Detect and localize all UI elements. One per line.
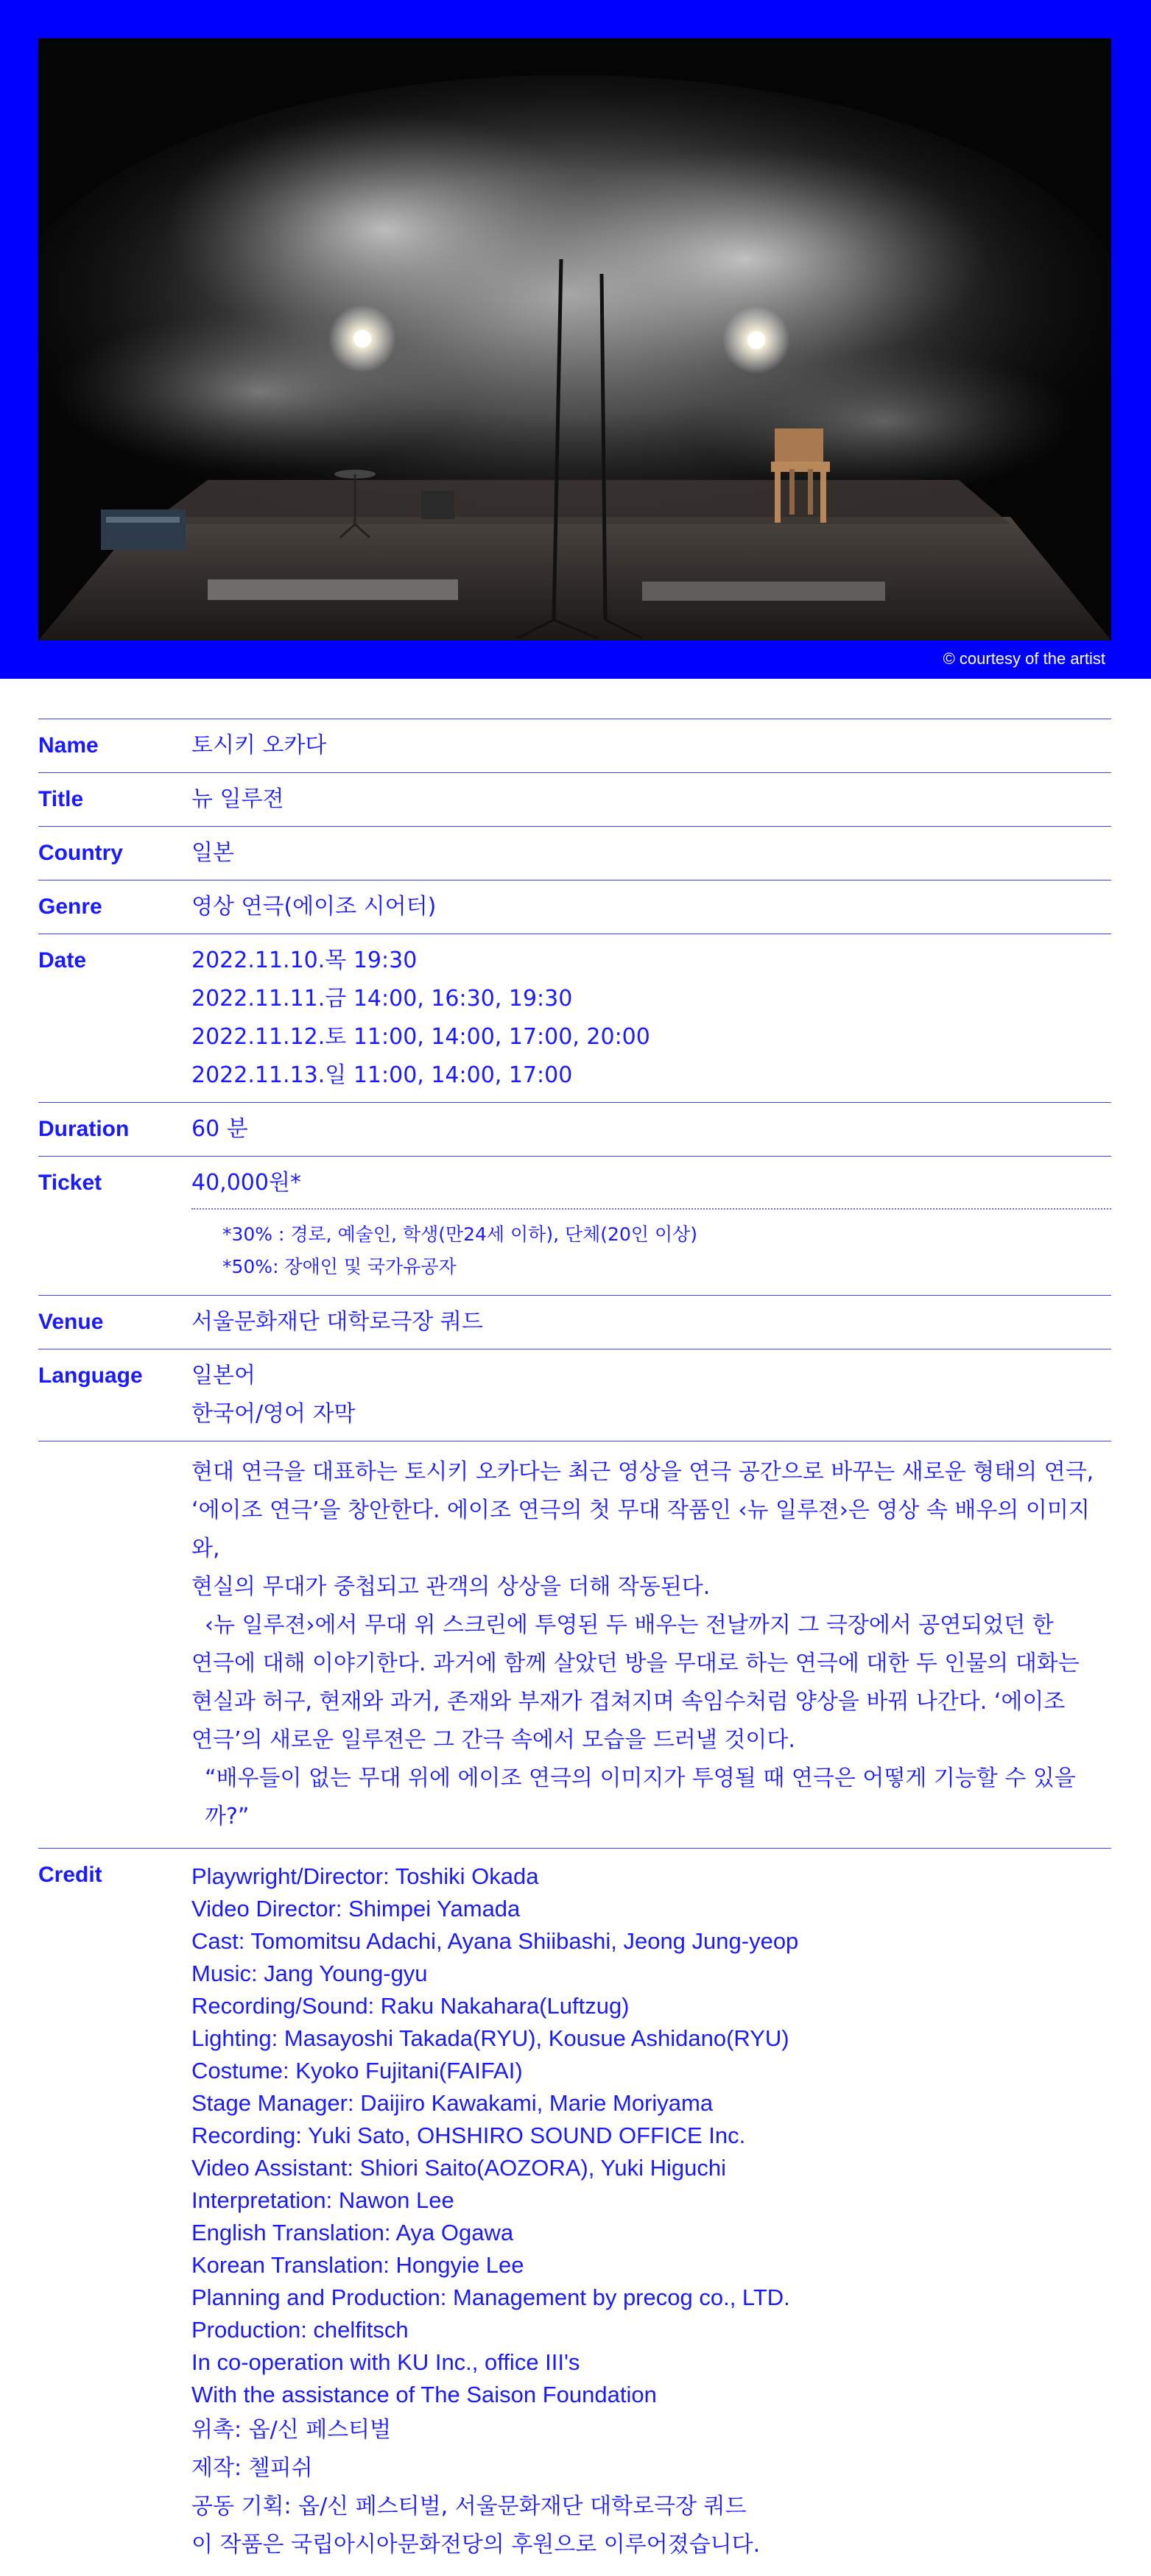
credit-line: Cast: Tomomitsu Adachi, Ayana Shiibashi, Jeong Jung-yeop [191,1928,799,1954]
info-row-venue [38,1295,1111,1349]
info-row-country [38,826,1111,880]
date-line: 2022.11.11.금 14:00, 16:30, 19:30 [191,986,573,1012]
info-row-credit [38,1848,1111,2576]
description-label-empty [38,1453,191,1836]
title-label: Title [38,787,84,811]
description-line: 현실과 허구, 현재와 과거, 존재와 부재가 겹쳐지며 속임수처럼 양상을 바꿔 나간다. ‘에이조 [191,1689,1066,1715]
credit-line: Recording/Sound: Raku Nakahara(Luftzug) [191,1993,630,2019]
ticket-price: 40,000원* [191,1168,1111,1210]
credit-line: Stage Manager: Daijiro Kawakami, Marie Moriyama [191,2090,714,2116]
name-label: Name [38,733,99,758]
country-label: Country [38,841,123,865]
credit-line: Recording: Yuki Sato, OHSHIRO SOUND OFFICE Inc. [191,2122,746,2148]
ticket-discount-notes [191,1218,1111,1283]
description-line: ‹뉴 일루젼›에서 무대 위 스크린에 투영된 두 배우는 전날까지 그 극장에서 공연되었던 한 [205,1612,1054,1638]
title-value: 뉴 일루젼 [191,786,284,812]
language-value [191,1357,1111,1433]
ticket-label: Ticket [38,1171,102,1195]
stage-photo [38,38,1111,641]
venue-value: 서울문화재단 대학로극장 쿼드 [191,1309,483,1335]
language-label: Language [38,1363,143,1388]
ticket-note: *30% : 경로, 예술인, 학생(만24세 이하), 단체(20인 이상) [222,1224,697,1245]
info-row-date [38,934,1111,1102]
genre-label: Genre [38,894,102,919]
credit-list [191,1860,1111,2564]
credit-line-korean: 제작: 첼피쉬 [191,2455,313,2481]
date-line: 2022.11.13.일 11:00, 14:00, 17:00 [191,1062,573,1088]
credit-line: In co-operation with KU Inc., office III's [191,2349,580,2375]
credit-line-korean: 위촉: 옵/신 페스티벌 [191,2417,392,2443]
name-value: 토시키 오카다 [191,733,327,758]
info-row-description [38,1441,1111,1848]
credit-line: Interpretation: Nawon Lee [191,2187,454,2213]
credit-line: Video Director: Shimpei Yamada [191,1896,521,1922]
info-row-ticket [38,1156,1111,1295]
ticket-note: *50%: 장애인 및 국가유공자 [222,1256,457,1277]
credit-line: Video Assistant: Shiori Saito(AOZORA), Yuki Higuchi [191,2155,726,2181]
description-line: ‘에이조 연극’을 창안한다. 에이조 연극의 첫 무대 작품인 ‹뉴 일루젼›은 영상 속 배우의 이미지와, [191,1497,1090,1562]
info-table [38,719,1111,2576]
venue-label: Venue [38,1310,104,1334]
language-line: 한국어/영어 자막 [191,1401,356,1427]
description-line: “배우들이 없는 무대 위에 에이조 연극의 이미지가 투영될 때 연극은 어떻게 기능할 수 있을까?” [205,1765,1076,1829]
stage-photo-illustration [38,38,1111,641]
date-value [191,942,1111,1095]
photo-credit: © courtesy of the artist [943,649,1105,668]
description-text [191,1453,1111,1836]
date-line: 2022.11.10.목 19:30 [191,948,418,973]
description-line: 연극에 대해 이야기한다. 과거에 함께 살았던 방을 무대로 하는 연극에 대한 두 인물의 대화는 [191,1651,1080,1676]
hero-section [0,0,1151,679]
duration-value: 60 분 [191,1116,248,1142]
info-row-language [38,1349,1111,1441]
credit-line: Planning and Production: Management by precog co., LTD. [191,2284,790,2310]
credit-label: Credit [38,1863,102,1887]
date-line: 2022.11.12.토 11:00, 14:00, 17:00, 20:00 [191,1024,650,1050]
credit-line: Lighting: Masayoshi Takada(RYU), Kousue Ashidano(RYU) [191,2025,789,2051]
duration-label: Duration [38,1117,130,1141]
description-line: 연극’의 새로운 일루젼은 그 간극 속에서 모습을 드러낼 것이다. [191,1727,795,1753]
credit-line-korean: 이 작품은 국립아시아문화전당의 후원으로 이루어졌습니다. [191,2532,761,2558]
info-row-title [38,772,1111,826]
info-row-name [38,719,1111,772]
info-row-duration [38,1102,1111,1156]
description-line: 현실의 무대가 중첩되고 관객의 상상을 더해 작동된다. [191,1574,711,1600]
language-line: 일본어 [191,1363,256,1388]
credit-line: Music: Jang Young-gyu [191,1961,428,1986]
ticket-value-block [191,1168,1111,1283]
country-value: 일본 [191,840,234,866]
credit-line: Production: chelfitsch [191,2317,409,2343]
credit-line: English Translation: Aya Ogawa [191,2220,514,2245]
credit-line: Costume: Kyoko Fujitani(FAIFAI) [191,2058,523,2083]
credit-line-korean: 공동 기획: 옵/신 페스티벌, 서울문화재단 대학로극장 쿼드 [191,2494,747,2519]
info-row-genre [38,880,1111,934]
credit-line: Korean Translation: Hongyie Lee [191,2252,524,2278]
description-line: 현대 연극을 대표하는 토시키 오카다는 최근 영상을 연극 공간으로 바꾸는 새로운 형태의 연극, [191,1459,1094,1485]
credit-line: With the assistance of The Saison Foundation [191,2382,657,2407]
credit-line: Playwright/Director: Toshiki Okada [191,1863,539,1889]
date-label: Date [38,948,87,973]
genre-value: 영상 연극(에이조 시어터) [191,894,437,920]
